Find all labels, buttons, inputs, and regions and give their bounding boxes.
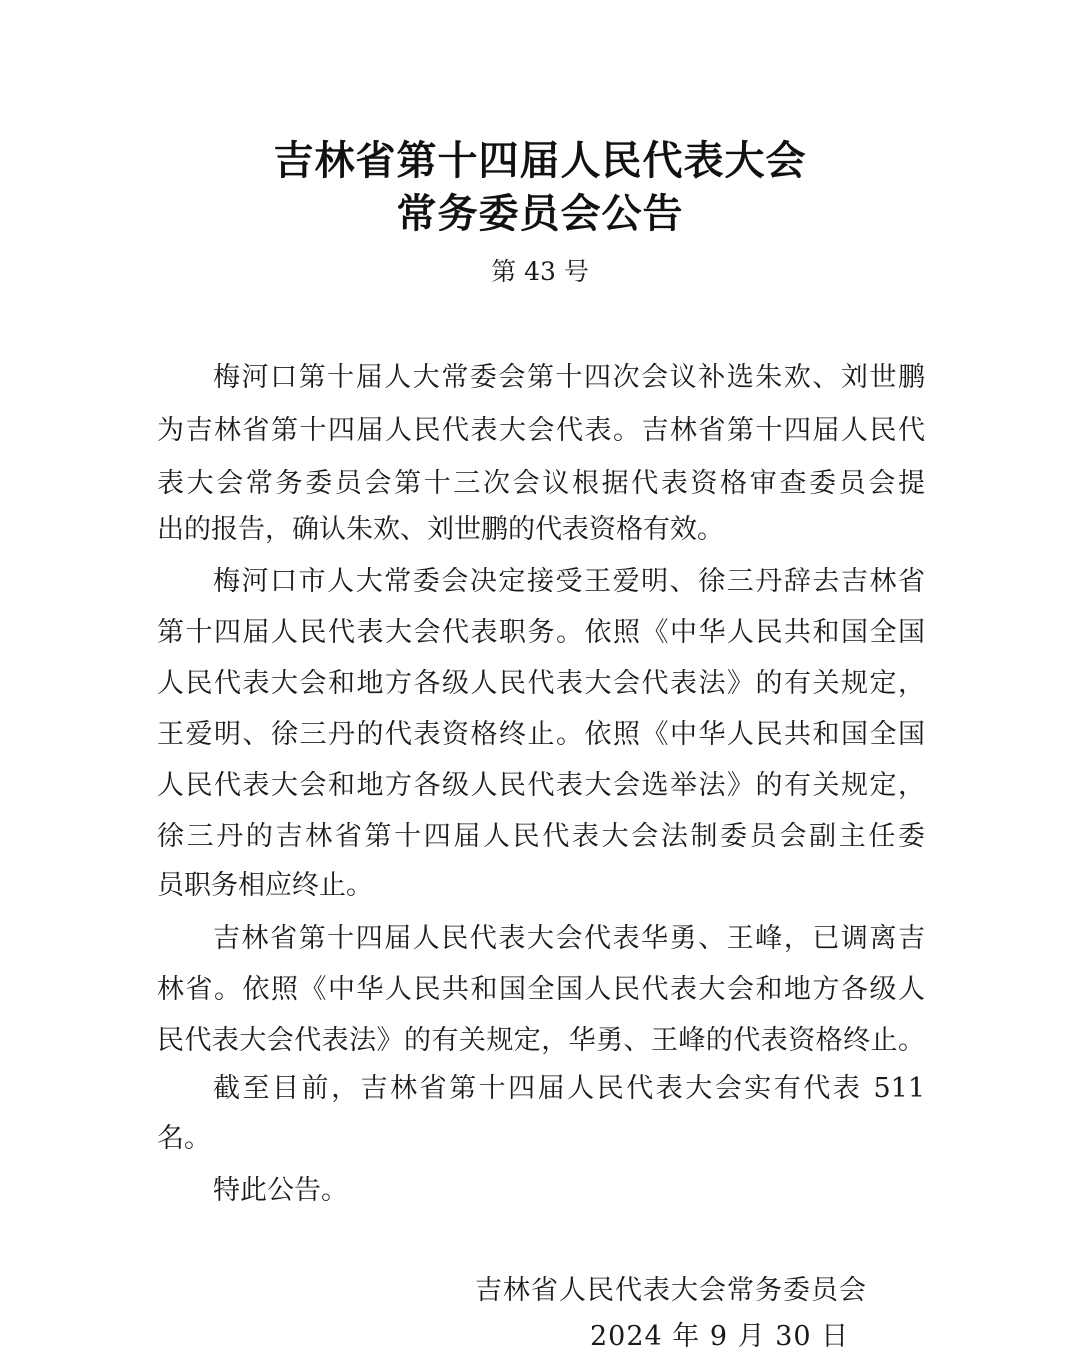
- signature-date: 2024 年 9 月 30 日: [590, 1321, 850, 1352]
- paragraph-1-line-2: 为吉林省第十四届人民代表大会代表。吉林省第十四届人民代: [157, 415, 925, 446]
- paragraph-2-line-4: 王爱明、徐三丹的代表资格终止。依照《中华人民共和国全国: [157, 719, 925, 750]
- paragraph-1-line-3: 表大会常务委员会第十三次会议根据代表资格审查委员会提: [157, 468, 925, 499]
- paragraph-3-line-3: 民代表大会代表法》的有关规定，华勇、王峰的代表资格终止。: [157, 1025, 925, 1056]
- paragraph-2-line-3: 人民代表大会和地方各级人民代表大会代表法》的有关规定，: [157, 668, 925, 699]
- paragraph-2-line-2: 第十四届人民代表大会代表职务。依照《中华人民共和国全国: [157, 617, 925, 648]
- paragraph-4-line-2: 名。: [157, 1123, 211, 1154]
- document-title-line-1: 吉林省第十四届人民代表大会: [273, 138, 807, 184]
- paragraph-5-line-1: 特此公告。: [213, 1175, 348, 1206]
- paragraph-2-line-1: 梅河口市人大常委会决定接受王爱明、徐三丹辞去吉林省: [213, 566, 925, 597]
- paragraph-2-line-6: 徐三丹的吉林省第十四届人民代表大会法制委员会副主任委: [157, 821, 925, 852]
- document-number: 第 43 号: [491, 257, 589, 286]
- paragraph-2-line-7: 员职务相应终止。: [157, 870, 373, 901]
- paragraph-1-line-4: 出的报告，确认朱欢、刘世鹏的代表资格有效。: [157, 514, 724, 545]
- paragraph-3-line-2: 林省。依照《中华人民共和国全国人民代表大会和地方各级人: [157, 974, 925, 1005]
- paragraph-4-line-1: 截至目前，吉林省第十四届人民代表大会实有代表 511: [213, 1073, 925, 1104]
- paragraph-2-line-5: 人民代表大会和地方各级人民代表大会选举法》的有关规定，: [157, 770, 925, 801]
- document-title-line-2: 常务委员会公告: [396, 191, 684, 237]
- paragraph-3-line-1: 吉林省第十四届人民代表大会代表华勇、王峰，已调离吉: [213, 923, 925, 954]
- paragraph-1-line-1: 梅河口第十届人大常委会第十四次会议补选朱欢、刘世鹏: [213, 362, 925, 393]
- signature-organization: 吉林省人民代表大会常务委员会: [475, 1275, 867, 1306]
